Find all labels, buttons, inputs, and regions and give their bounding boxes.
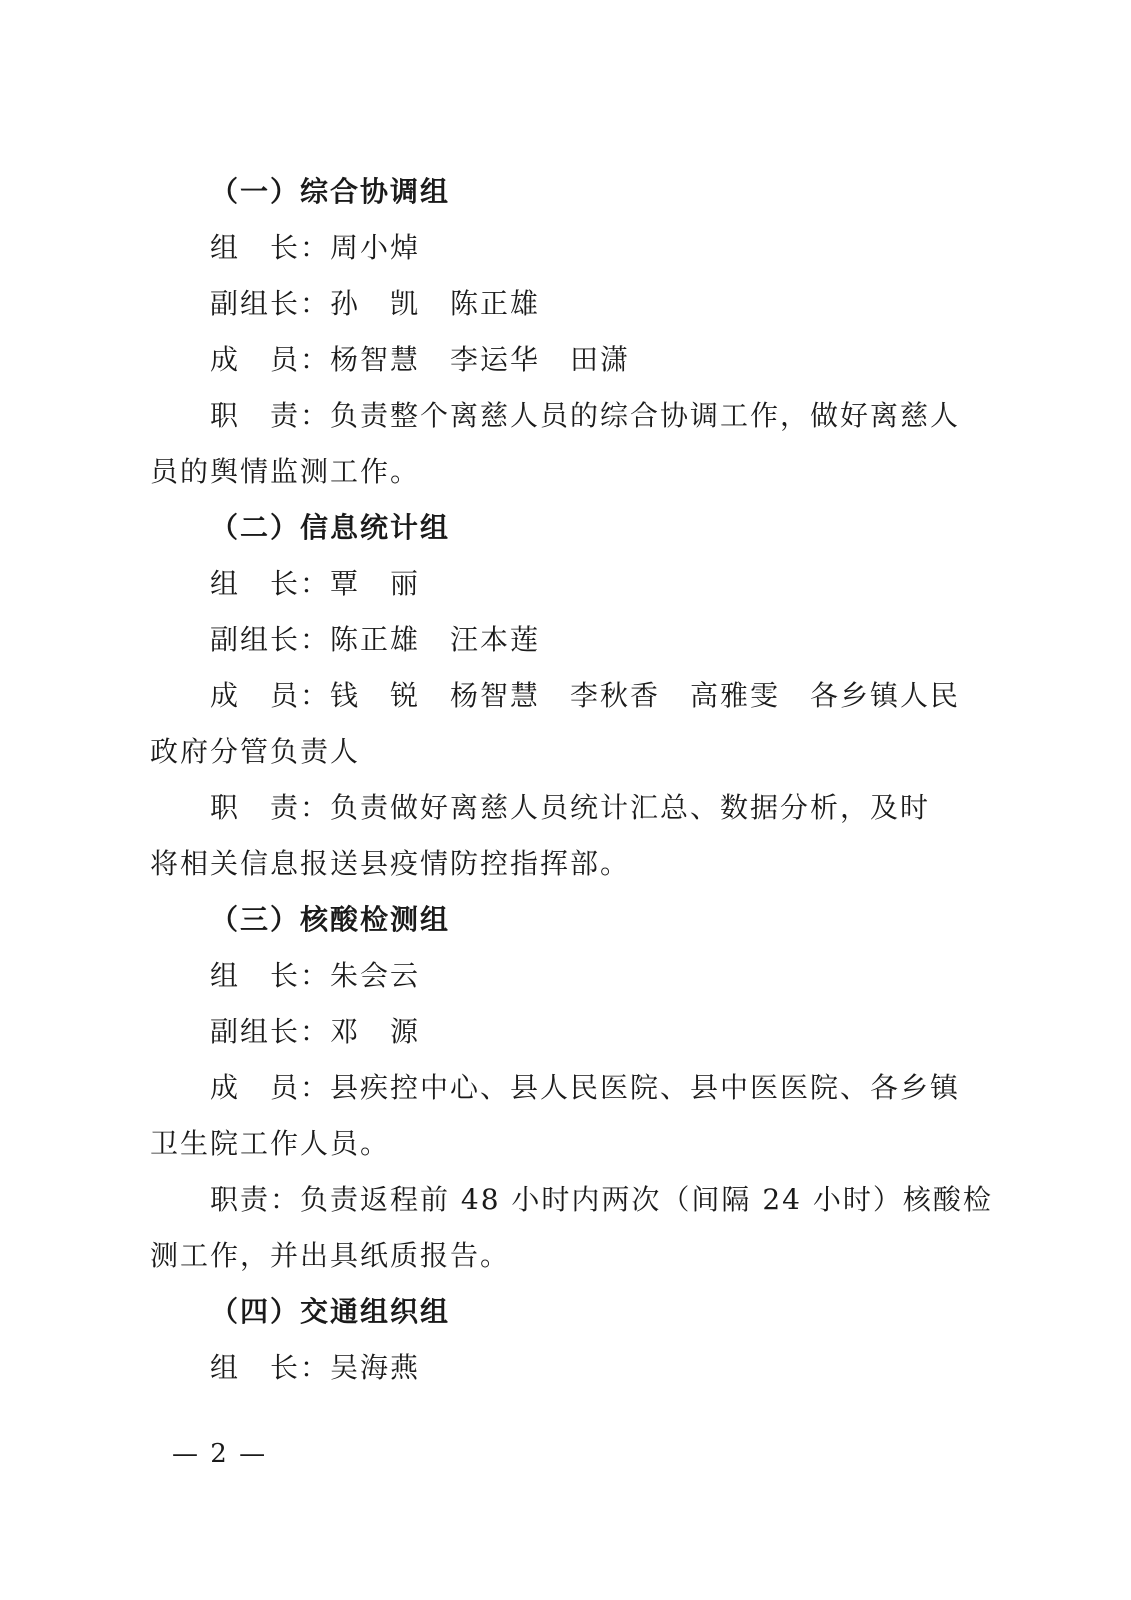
section-3-heading: （三）核酸检测组	[210, 903, 451, 936]
section-2-deputy: 副组长：陈正雄 汪本莲	[210, 623, 541, 656]
page-number: — 2 —	[172, 1439, 268, 1469]
section-2-members-line-1: 成 员：钱 锐 杨智慧 李秋香 高雅雯 各乡镇人民	[210, 679, 961, 712]
section-2-members-line-2: 政府分管负责人	[150, 735, 361, 768]
section-3-duty-line-1: 职责：负责返程前 48 小时内两次（间隔 24 小时）核酸检	[210, 1183, 993, 1216]
section-1-duty-line-1: 职 责：负责整个离慈人员的综合协调工作，做好离慈人	[210, 399, 961, 432]
section-2-heading: （二）信息统计组	[210, 511, 451, 544]
section-1-duty-line-2: 员的舆情监测工作。	[150, 455, 421, 488]
section-4-leader: 组 长：吴海燕	[210, 1351, 421, 1384]
section-3-leader: 组 长：朱会云	[210, 959, 421, 992]
section-3-deputy: 副组长：邓 源	[210, 1015, 421, 1048]
section-3-duty-line-2: 测工作，并出具纸质报告。	[150, 1239, 511, 1272]
section-3-members-line-2: 卫生院工作人员。	[150, 1127, 391, 1160]
section-4-heading: （四）交通组织组	[210, 1295, 451, 1328]
section-1-members: 成 员：杨智慧 李运华 田潇	[210, 343, 631, 376]
section-1-heading: （一）综合协调组	[210, 175, 451, 208]
section-2-leader: 组 长：覃 丽	[210, 567, 421, 600]
section-2-duty-line-1: 职 责：负责做好离慈人员统计汇总、数据分析，及时	[210, 791, 931, 824]
section-2-duty-line-2: 将相关信息报送县疫情防控指挥部。	[150, 847, 631, 880]
section-1-leader: 组 长：周小焯	[210, 231, 421, 264]
section-1-deputy: 副组长：孙 凯 陈正雄	[210, 287, 541, 320]
section-3-members-line-1: 成 员：县疾控中心、县人民医院、县中医医院、各乡镇	[210, 1071, 961, 1104]
